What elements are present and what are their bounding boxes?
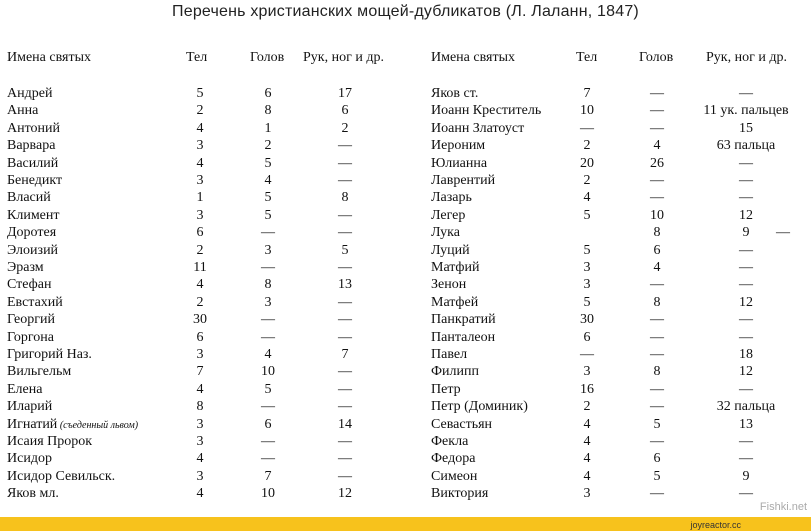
saint-name: Анна	[7, 103, 39, 119]
heads-count: —	[650, 329, 664, 345]
bodies-count: 4	[196, 451, 204, 467]
limbs-count: —	[338, 173, 352, 188]
saint-name: Иероним	[431, 138, 486, 154]
limbs-count: —	[338, 138, 352, 154]
saint-name: Панкратий	[431, 312, 496, 328]
bodies-count: 3	[583, 486, 591, 502]
saint-name: Матфей	[431, 294, 479, 310]
saint-name: Стефан	[7, 277, 52, 293]
bodies-count: 5	[583, 294, 591, 310]
heads-count: 5	[264, 155, 272, 171]
limbs-count: 12	[739, 364, 753, 380]
heads-count: 3	[264, 294, 272, 310]
saint-name: Григорий Наз.	[7, 347, 92, 362]
heads-count: —	[650, 434, 664, 449]
limbs-count: —	[739, 486, 753, 502]
heads-count: —	[650, 399, 664, 415]
saint-name: Исидор Севильск.	[7, 468, 116, 484]
saint-name: Юлианна	[431, 155, 488, 171]
limbs-count: —	[338, 434, 352, 449]
limbs-count: 12	[739, 294, 753, 310]
bodies-count: 4	[196, 120, 204, 136]
saint-name: Горгона	[7, 329, 54, 345]
header-bodies-left: Тел	[186, 50, 208, 65]
saint-name: Власий	[7, 190, 51, 206]
limbs-count: 8	[341, 190, 349, 206]
heads-count: 5	[653, 416, 661, 432]
saint-name: Зенон	[431, 277, 467, 293]
heads-count: —	[261, 312, 275, 328]
limbs-count: —	[739, 173, 753, 188]
saint-name: Вильгельм	[7, 364, 72, 380]
limbs-count: —	[739, 312, 753, 328]
heads-count: 6	[264, 416, 272, 432]
limbs-count: 13	[739, 416, 753, 432]
heads-count: 8	[264, 103, 272, 119]
saint-name: Антоний	[7, 120, 61, 136]
saint-name: Иоанн Златоуст	[431, 120, 525, 136]
extra-mark: —	[776, 225, 790, 241]
heads-count: 3	[264, 242, 272, 258]
limbs-count: —	[338, 468, 352, 484]
bodies-count: 4	[583, 416, 591, 432]
bodies-count: 2	[196, 294, 204, 310]
saint-name: Панталеон	[431, 329, 496, 345]
limbs-count: 9	[742, 468, 750, 484]
limbs-count: 12	[338, 486, 352, 502]
heads-count: 8	[264, 277, 272, 293]
page-title: Перечень христианских мощей-дубликатов (Л. Лаланн, 1847)	[172, 3, 639, 20]
limbs-count: —	[739, 381, 753, 397]
saint-name: Яков ст.	[431, 86, 479, 101]
limbs-count: —	[338, 260, 352, 275]
heads-count: —	[650, 312, 664, 328]
limbs-count: 15	[739, 120, 753, 136]
limbs-count: —	[338, 155, 352, 171]
saint-name: Симеон	[431, 468, 478, 484]
saint-name: Иларий	[7, 399, 53, 415]
saint-name: Иоанн Креститель	[431, 103, 542, 119]
bodies-count: 6	[196, 329, 204, 345]
heads-count: 5	[264, 381, 272, 397]
bodies-count: 6	[583, 329, 591, 345]
bodies-count: 30	[193, 312, 207, 328]
bodies-count: 20	[580, 155, 594, 171]
heads-count: —	[261, 225, 275, 241]
limbs-count: —	[739, 260, 753, 275]
bodies-count: 5	[196, 86, 204, 101]
bodies-count: 4	[196, 155, 204, 171]
bodies-count: 3	[583, 277, 591, 293]
saint-name: Элоизий	[7, 242, 59, 258]
saint-name: Климент	[7, 207, 60, 223]
limbs-count: —	[739, 451, 753, 467]
heads-count: —	[650, 86, 664, 101]
saint-name: Эразм	[7, 260, 44, 275]
saint-name: Исаия Пророк	[7, 434, 93, 449]
header-name-right: Имена святых	[431, 50, 515, 65]
heads-count: 6	[264, 86, 272, 101]
bodies-count: 4	[583, 468, 591, 484]
bodies-count: 3	[196, 173, 204, 188]
bodies-count: 2	[583, 399, 591, 415]
saint-name: Евстахий	[7, 294, 63, 310]
limbs-count: 63 пальца	[716, 138, 776, 154]
bodies-count: 7	[196, 364, 204, 380]
saint-name: Бенедикт	[7, 173, 63, 188]
heads-count: 26	[650, 155, 664, 171]
limbs-count: —	[739, 242, 753, 258]
limbs-count: 14	[338, 416, 352, 432]
heads-count: 4	[264, 347, 272, 362]
saint-name: Федора	[431, 451, 476, 467]
limbs-count: —	[739, 329, 753, 345]
bodies-count: 5	[583, 207, 591, 223]
footer-watermark: joyreactor.cc	[690, 520, 741, 530]
limbs-count: —	[739, 155, 753, 171]
bodies-count: 4	[583, 190, 591, 206]
saint-name: Доротея	[7, 225, 57, 241]
bodies-count: 4	[583, 451, 591, 467]
saint-name: Яков мл.	[7, 486, 59, 502]
bodies-count: 2	[196, 103, 204, 119]
saint-name: Георгий	[7, 312, 55, 328]
heads-count: —	[650, 103, 664, 119]
heads-count: —	[261, 260, 275, 275]
heads-count: 6	[653, 242, 661, 258]
limbs-count: —	[338, 364, 352, 380]
heads-count: —	[650, 381, 664, 397]
bodies-count: —	[580, 347, 594, 362]
saint-name: Василий	[7, 155, 59, 171]
limbs-count: 9	[742, 225, 750, 241]
heads-count: 10	[261, 486, 275, 502]
header-limbs-left: Рук, ног и др.	[303, 50, 384, 65]
watermark: Fishki.net	[759, 501, 807, 513]
limbs-count: —	[338, 225, 352, 241]
limbs-count: —	[338, 399, 352, 415]
saint-name: Виктория	[431, 486, 489, 502]
bodies-count: 2	[196, 242, 204, 258]
header-name-left: Имена святых	[7, 50, 91, 65]
limbs-count: —	[338, 329, 352, 345]
limbs-count: 2	[341, 120, 349, 136]
heads-count: 1	[264, 120, 272, 136]
limbs-count: —	[739, 190, 753, 206]
saint-name: Легер	[431, 207, 466, 223]
heads-count: 2	[264, 138, 272, 154]
limbs-count: —	[739, 86, 753, 101]
limbs-count: 7	[341, 347, 349, 362]
heads-count: —	[261, 329, 275, 345]
heads-count: 4	[653, 260, 661, 275]
bodies-count: 4	[196, 381, 204, 397]
bodies-count: 3	[196, 347, 204, 362]
saint-name: Лука	[431, 225, 460, 241]
heads-count: 5	[653, 468, 661, 484]
saint-name: Лаврентий	[431, 173, 496, 188]
limbs-count: 6	[341, 103, 349, 119]
header-bodies-right: Тел	[576, 50, 598, 65]
heads-count: 10	[261, 364, 275, 380]
bodies-count: 3	[196, 416, 204, 432]
header-heads-right: Голов	[639, 50, 674, 65]
header-heads-left: Голов	[250, 50, 285, 65]
saint-note: (съеденный львом)	[57, 419, 139, 431]
heads-count: —	[261, 434, 275, 449]
saint-name: Петр (Доминик)	[431, 399, 528, 415]
bodies-count: 2	[583, 173, 591, 188]
limbs-count: 13	[338, 277, 352, 293]
saint-name: Филипп	[431, 364, 480, 380]
bodies-count: 4	[583, 434, 591, 449]
heads-count: 8	[653, 294, 661, 310]
heads-count: —	[650, 486, 664, 502]
limbs-count: —	[338, 451, 352, 467]
saint-name: Лазарь	[431, 190, 472, 206]
bodies-count: 3	[196, 434, 204, 449]
heads-count: —	[650, 277, 664, 293]
bodies-count: 3	[583, 364, 591, 380]
bodies-count: 7	[583, 86, 591, 101]
saint-name: Павел	[431, 347, 468, 362]
saint-name: Андрей	[7, 86, 53, 101]
bodies-count: 5	[583, 242, 591, 258]
bodies-count: 3	[196, 468, 204, 484]
heads-count: 5	[264, 190, 272, 206]
heads-count: —	[650, 120, 664, 136]
heads-count: 10	[650, 207, 664, 223]
limbs-count: 11 ук. пальцев	[703, 103, 789, 119]
bodies-count: 3	[196, 207, 204, 223]
saint-name: Матфий	[431, 260, 480, 275]
bodies-count: 6	[196, 225, 204, 241]
heads-count: 8	[653, 225, 661, 241]
bodies-count: 10	[580, 103, 594, 119]
saint-name: Варвара	[7, 138, 56, 154]
bodies-count: 3	[196, 138, 204, 154]
limbs-count: —	[739, 277, 753, 293]
heads-count: —	[650, 173, 664, 188]
bodies-count: 4	[196, 486, 204, 502]
heads-count: 7	[264, 468, 272, 484]
bodies-count: 30	[580, 312, 594, 328]
limbs-count: —	[338, 381, 352, 397]
bodies-count: 1	[196, 190, 204, 206]
bodies-count: 3	[583, 260, 591, 275]
heads-count: —	[650, 190, 664, 206]
limbs-count: 17	[338, 86, 352, 101]
heads-count: 6	[653, 451, 661, 467]
heads-count: —	[261, 399, 275, 415]
header-limbs-right: Рук, ног и др.	[706, 50, 787, 65]
heads-count: 4	[653, 138, 661, 154]
heads-count: —	[261, 451, 275, 467]
limbs-count: 5	[341, 242, 349, 258]
limbs-count: —	[338, 207, 352, 223]
bodies-count: —	[580, 120, 594, 136]
limbs-count: 18	[739, 347, 753, 362]
limbs-count: —	[338, 312, 352, 328]
saint-name: Елена	[7, 381, 43, 397]
saint-name: Игнатий (съеденный львом)	[7, 416, 139, 432]
bodies-count: 4	[196, 277, 204, 293]
saint-name: Исидор	[7, 451, 52, 467]
limbs-count: —	[338, 294, 352, 310]
limbs-count: —	[739, 434, 753, 449]
heads-count: 8	[653, 364, 661, 380]
bodies-count: 11	[193, 260, 207, 275]
saint-name: Петр	[431, 381, 461, 397]
limbs-count: 32 пальца	[716, 399, 776, 415]
saint-name: Фекла	[431, 434, 469, 449]
bodies-count: 16	[580, 381, 594, 397]
heads-count: 4	[264, 173, 272, 188]
saint-name: Севастьян	[431, 416, 493, 432]
bodies-count: 8	[196, 399, 204, 415]
limbs-count: 12	[739, 207, 753, 223]
saint-name: Луций	[431, 242, 470, 258]
bodies-count: 2	[583, 138, 591, 154]
heads-count: 5	[264, 207, 272, 223]
heads-count: —	[650, 347, 664, 362]
